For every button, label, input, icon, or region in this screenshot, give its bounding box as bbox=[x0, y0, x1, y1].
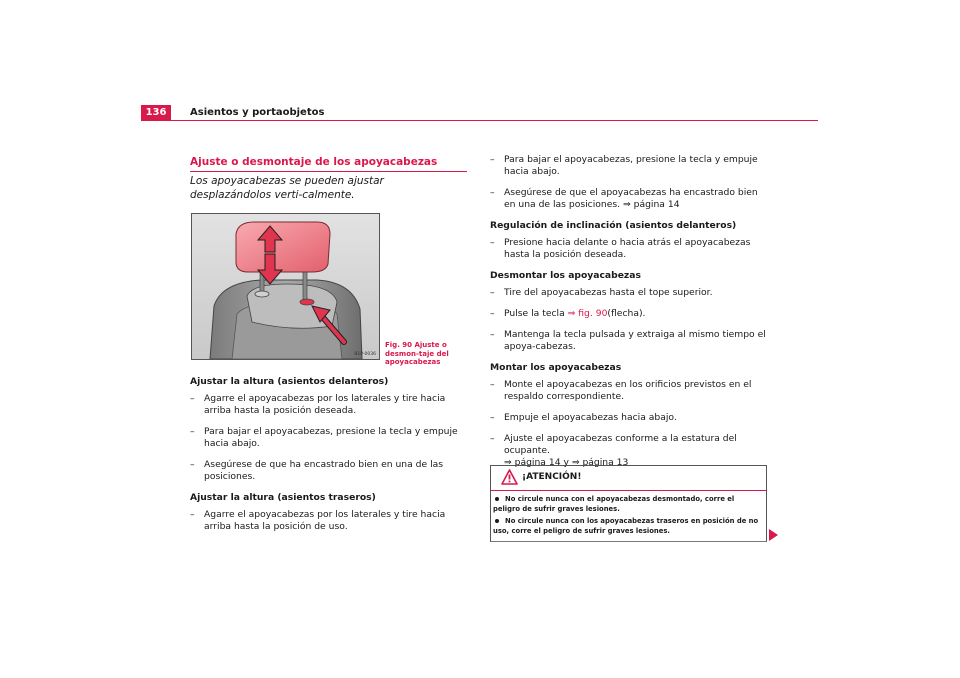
warning-triangle-icon bbox=[501, 469, 518, 485]
figure-caption: Fig. 90 Ajuste o desmon-taje del apoyacabezas bbox=[385, 341, 449, 366]
xref-arrow-icon: ⇒ bbox=[504, 457, 512, 468]
continue-arrow-icon bbox=[769, 529, 778, 541]
list-item: – Para bajar el apoyacabezas, presione la tecla y empuje hacia abajo. bbox=[490, 154, 758, 177]
list-item: – Ajuste el apoyacabezas conforme a la estatura del ocupante. ⇒ página 14 y ⇒ página 13 bbox=[490, 433, 737, 468]
inclination-heading: Regulación de inclinación (asientos delanteros) bbox=[490, 220, 737, 231]
xref-link[interactable]: página 14 bbox=[514, 457, 561, 468]
rod-guide-left bbox=[255, 291, 269, 297]
headrest-illustration bbox=[192, 214, 379, 359]
list-item: – Agarre el apoyacabezas por los laterales y tire hacia arriba hasta la posición de uso. bbox=[190, 509, 446, 532]
section-title: Ajuste o desmontaje de los apoyacabezas bbox=[190, 155, 467, 172]
list-item: – Mantenga la tecla pulsada y extraiga al mismo tiempo el apoya-cabezas. bbox=[490, 329, 766, 352]
remove-heading: Desmontar los apoyacabezas bbox=[490, 270, 641, 281]
section-lead: Los apoyacabezas se pueden ajustar desplazándolos verti-calmente. bbox=[190, 175, 384, 201]
figure-code: B1P-0036 bbox=[354, 352, 376, 357]
warning-item: No circule nunca con los apoyacabezas traseros en posición de no uso, corre el peligro de sufrir graves lesiones. bbox=[493, 517, 759, 535]
list-item: – Asegúrese de que ha encastrado bien en una de las posiciones. bbox=[190, 459, 444, 482]
list-item: – Asegúrese de que el apoyacabezas ha encastrado bien en una de las posiciones. ⇒ página 14 bbox=[490, 187, 758, 210]
xref-link[interactable]: página 13 bbox=[582, 457, 629, 468]
front-height-heading: Ajustar la altura (asientos delanteros) bbox=[190, 376, 389, 387]
warning-body bbox=[491, 491, 766, 536]
xref-arrow-icon: ⇒ bbox=[623, 199, 631, 210]
list-item: – Tire del apoyacabezas hasta el tope superior. bbox=[490, 287, 713, 298]
warning-title: ¡ATENCIÓN! bbox=[522, 472, 582, 482]
warning-header bbox=[491, 466, 766, 491]
list-item: – Monte el apoyacabezas en los orificios previstos en el respaldo correspondiente. bbox=[490, 379, 752, 402]
bullet-icon bbox=[495, 497, 499, 501]
headrest bbox=[236, 222, 330, 272]
rear-height-heading: Ajustar la altura (asientos traseros) bbox=[190, 492, 376, 503]
warning-item: No circule nunca con el apoyacabezas desmontado, corre el peligro de sufrir graves lesiones. bbox=[493, 495, 735, 513]
figure-xref-link[interactable]: fig. 90 bbox=[578, 308, 608, 319]
xref-arrow-icon: ⇒ bbox=[571, 457, 580, 468]
list-item: – Agarre el apoyacabezas por los laterales y tire hacia arriba hasta la posición deseada. bbox=[190, 393, 446, 416]
list-item: – Presione hacia delante o hacia atrás el apoyacabezas hasta la posición deseada. bbox=[490, 237, 751, 260]
bullet-icon bbox=[495, 519, 499, 523]
figure-headrest bbox=[191, 213, 380, 360]
xref-link[interactable]: página 14 bbox=[633, 199, 680, 210]
page-number: 136 bbox=[141, 105, 171, 120]
right-column bbox=[490, 154, 770, 478]
running-header: Asientos y portaobjetos bbox=[190, 107, 325, 118]
list-item: – Para bajar el apoyacabezas, presione la tecla y empuje hacia abajo. bbox=[190, 426, 458, 449]
header-rule bbox=[141, 120, 818, 121]
list-item: – Empuje el apoyacabezas hacia abajo. bbox=[490, 412, 677, 423]
xref-arrow-icon: ⇒ bbox=[567, 308, 576, 319]
warning-box bbox=[490, 465, 767, 542]
release-button bbox=[300, 299, 314, 305]
left-column bbox=[190, 376, 469, 542]
mount-heading: Montar los apoyacabezas bbox=[490, 362, 622, 373]
list-item: – Pulse la tecla ⇒ fig. 90(flecha). bbox=[490, 308, 646, 319]
